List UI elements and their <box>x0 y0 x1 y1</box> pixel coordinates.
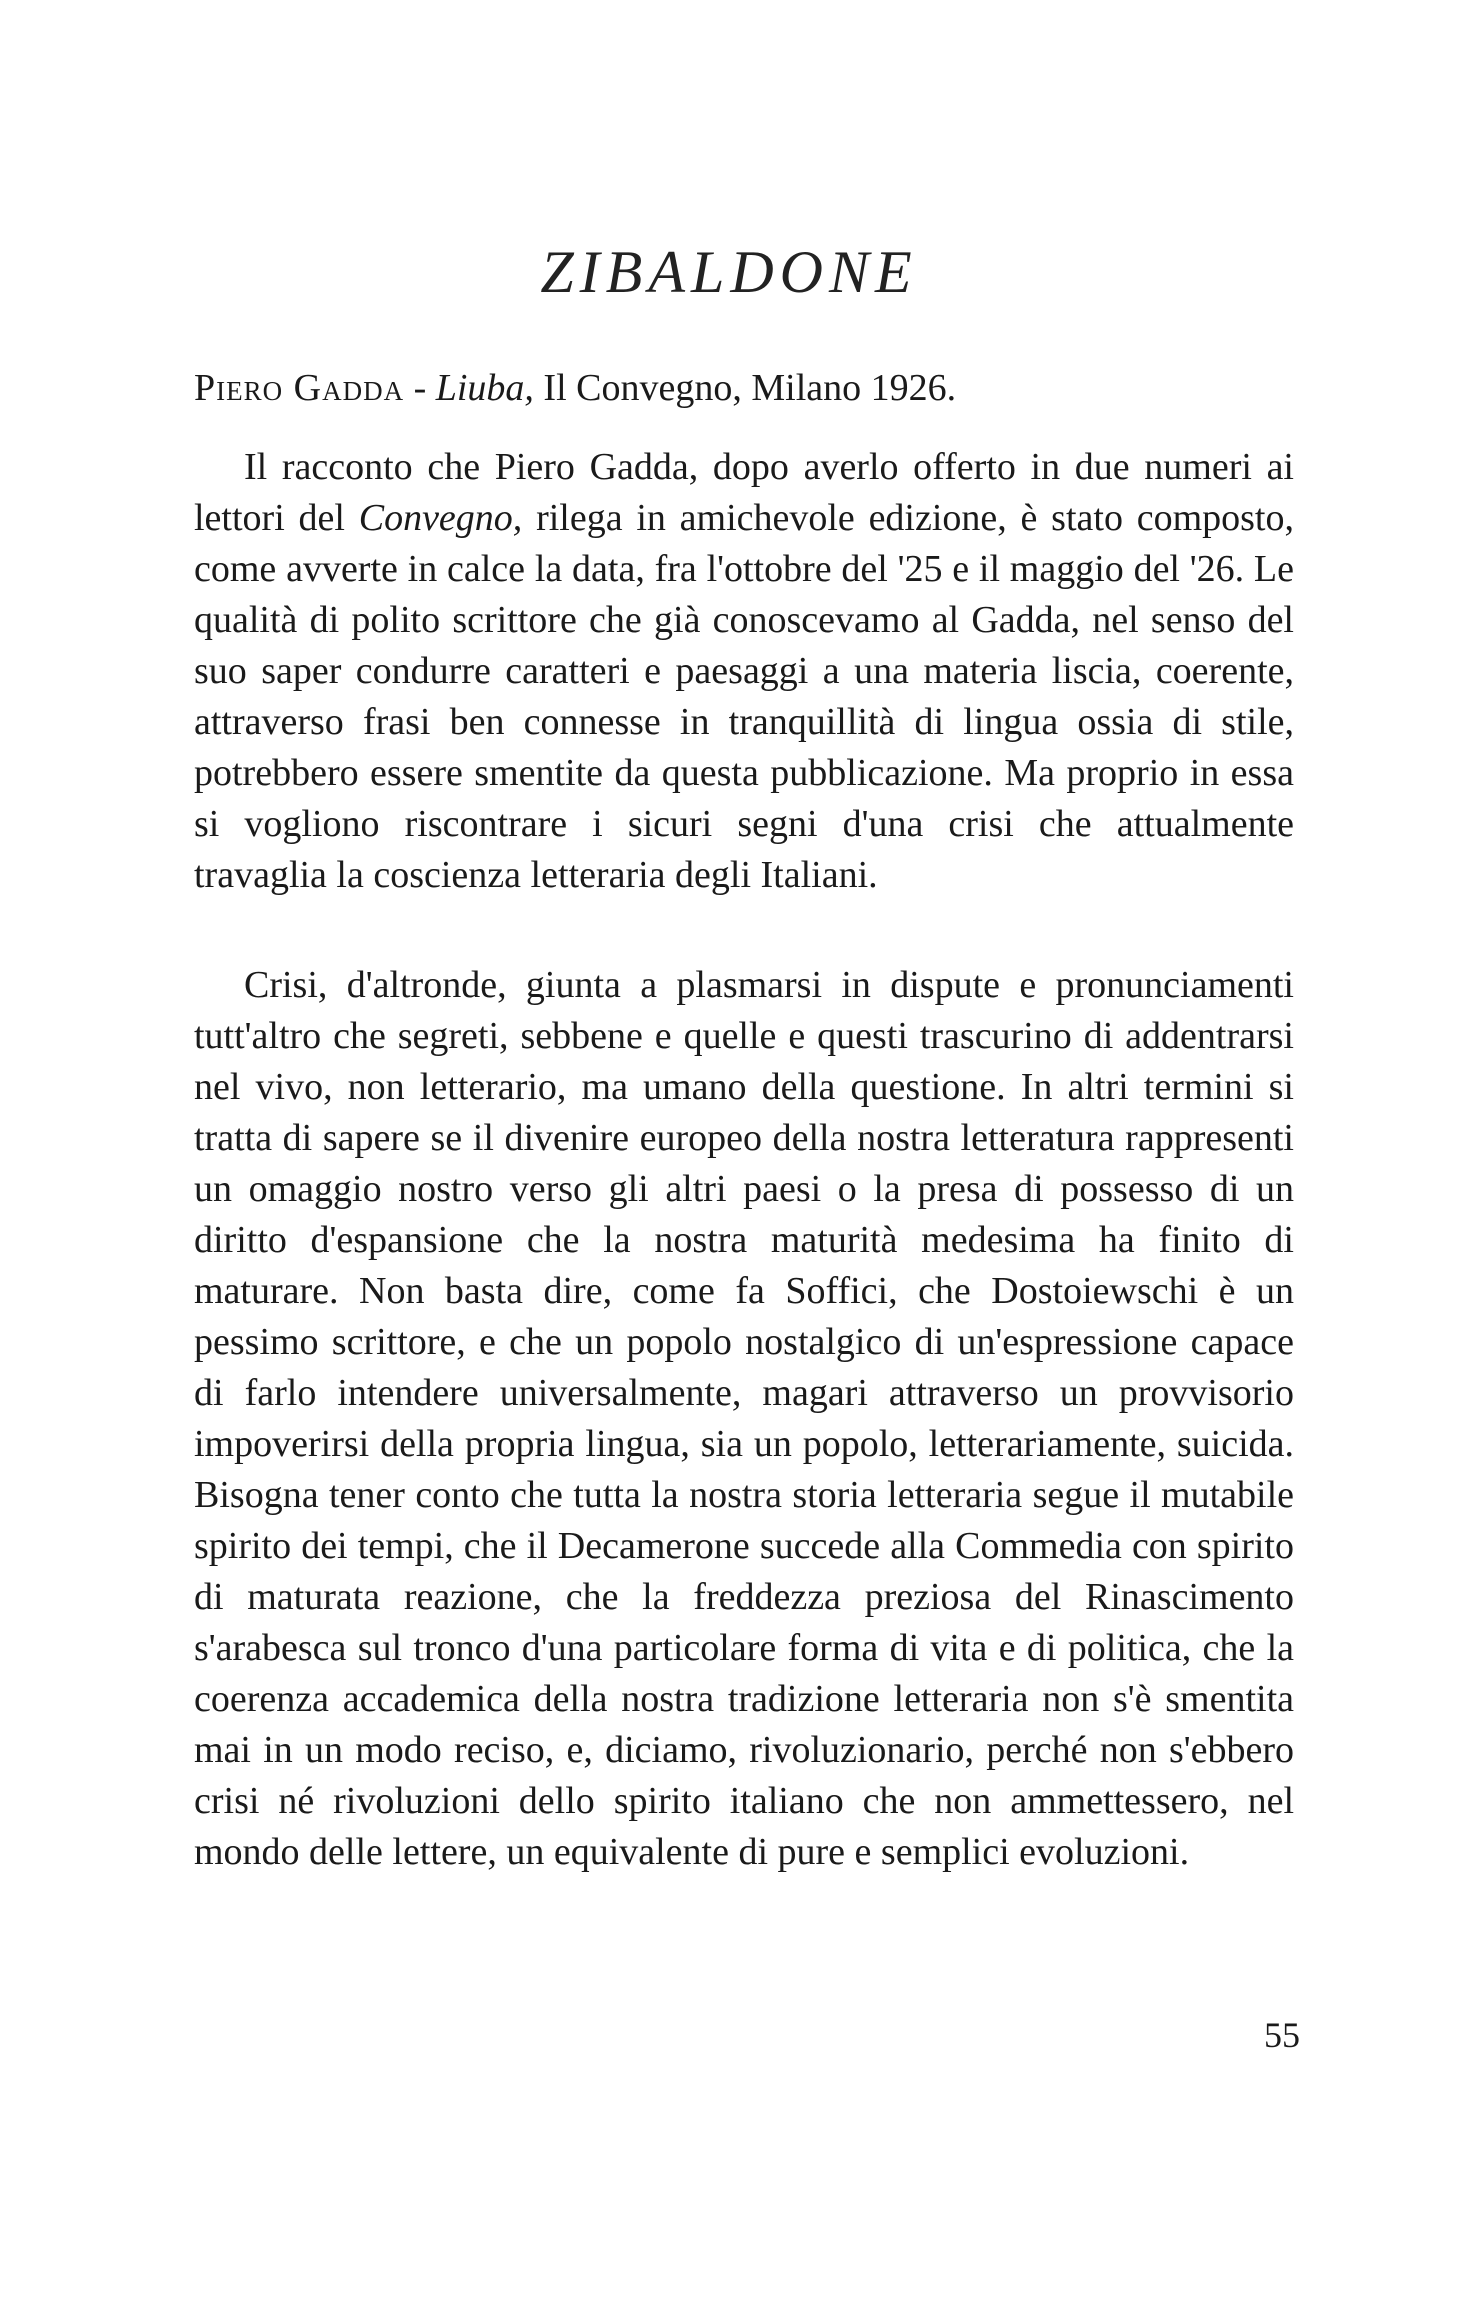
paragraph-2: Crisi, d'altronde, giunta a plasmarsi in dispute e pronunciamenti tutt'altro che segreti, sebbene e quelle e questi trascurino di addentrarsi nel vivo, non letterario, ma umano della questione. In altri termini si tratta di sapere se il divenire europeo della nostra letteratura rappresenti un omaggio nostro verso gli altri paesi o la presa di possesso di un diritto d'espansione che la nostra maturità medesima ha finito di maturare. Non basta dire, come fa Soffici, che Dostoiewschi è un pessimo scrittore, e che un popolo nostalgico di un'espressione capace di farlo intendere universalmente, magari attraverso un provvisorio impoverirsi della propria lingua, sia un popolo, letterariamente, suicida. Bisogna tener conto che tutta la nostra storia letteraria segue il mutabile spirito dei tempi, che il Decamerone succede alla Commedia con spirito di maturata reazione, che la freddezza preziosa del Rinascimento s'arabesca sul tronco d'una particolare forma di vita e di politica, che la coerenza accademica della nostra tradizione letteraria non s'è smentita mai in un modo reciso, e, diciamo, rivoluzionario, perché non s'ebbero crisi né rivoluzioni dello spirito italiano che non ammettessero, nel mondo delle lettere, un equivalente di pure e semplici evoluzioni. <box>194 964 1294 1873</box>
citation-separator: - <box>404 367 436 409</box>
journal-title: Convegno, <box>358 497 523 539</box>
paragraph-1-text-a: Il racconto che Piero Gadda, dopo averlo offerto in due numeri ai lettori del <box>194 446 1294 539</box>
page-number: 55 <box>1264 2015 1300 2055</box>
paragraph-1 <box>194 442 1294 901</box>
citation-publisher: Il Convegno, Milano 1926. <box>533 367 957 409</box>
citation-book-title: Liuba, <box>435 367 534 409</box>
citation-author: Piero Gadda <box>194 367 405 409</box>
page-title: ZIBALDONE <box>540 239 918 305</box>
book-citation <box>194 358 1294 418</box>
paragraph-1-text-b: rilega in amichevole edizione, è stato composto, come avverte in calce la data, fra l'ottobre del '25 e il maggio del '26. Le qualità di polito scrittore che già conoscevamo al Gadda, nel senso del suo saper condurre caratteri e paesaggi a una materia liscia, coerente, attraverso frasi ben connesse in tranquillità di lingua ossia di stile, potrebbero essere smentite da questa pubblicazione. Ma proprio in essa si vogliono riscontrare i sicuri segni d'una crisi che attualmente travaglia la coscienza letteraria degli Italiani. <box>194 497 1294 896</box>
